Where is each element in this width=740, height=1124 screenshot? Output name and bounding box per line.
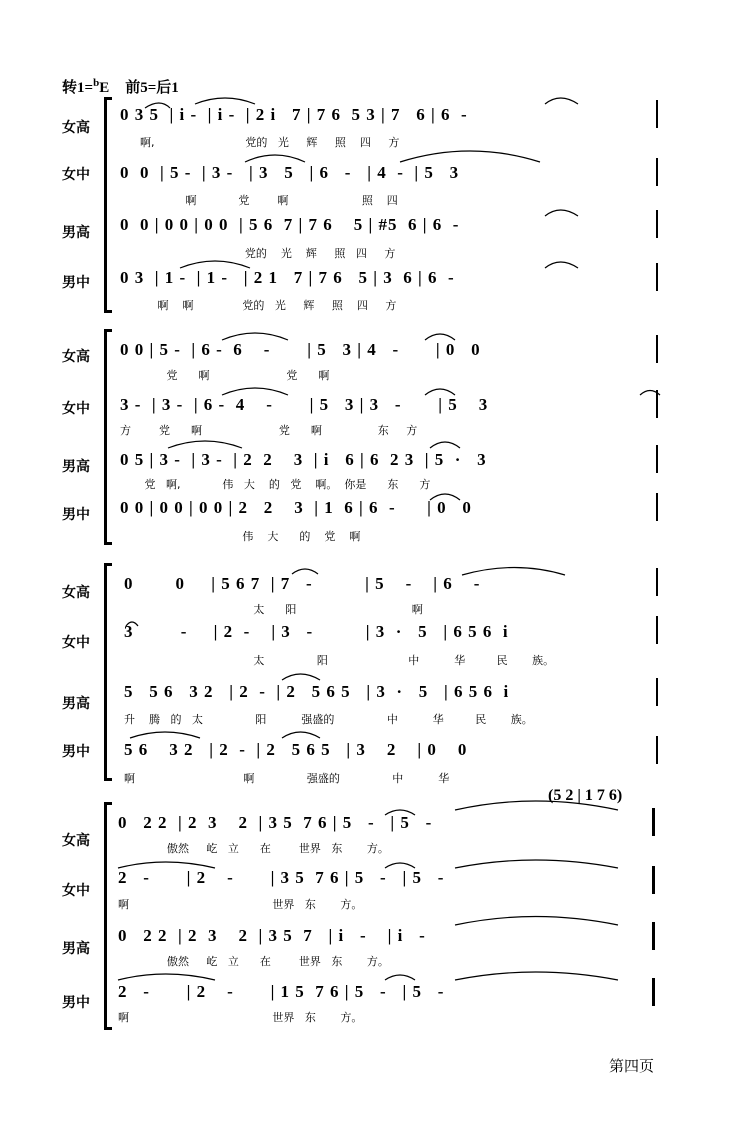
slur-arc — [168, 441, 242, 448]
lyrics-row: 伟 大 的 党 啊 — [120, 530, 361, 543]
slur-arc — [195, 98, 255, 104]
system-brace — [104, 805, 107, 1027]
slur-arc — [545, 210, 578, 216]
voice-label-tenor: 男高 — [62, 942, 90, 957]
key-change-prefix: 转1= — [62, 80, 94, 96]
slur-arc — [545, 98, 578, 104]
final-barline — [656, 568, 658, 596]
interlude-marking: (5 2 | 1 7 6) — [548, 787, 623, 804]
voice-label-soprano: 女高 — [62, 350, 90, 365]
final-barline — [656, 335, 658, 363]
voice-label-alto: 女中 — [62, 168, 90, 183]
system-brace — [104, 566, 107, 778]
key-signature-header — [62, 76, 179, 97]
notes-row: 0 5 | 3 - | 3 - | 2 2 3 | i 6 | 6 2 3 | 5 · 3 — [120, 450, 487, 469]
notes-row: 2 - | 2 - | 1 5 7 6 | 5 - | 5 - — [118, 982, 445, 1001]
lyrics-row: 啊 世界 东 方。 — [118, 1011, 363, 1024]
voice-label-bass: 男中 — [62, 276, 90, 291]
slur-arc — [455, 860, 618, 868]
notes-row: 0 3 | 1 - | 1 - | 2 1 7 | 7 6 5 | 3 6 | 6 - — [120, 268, 455, 287]
voice-label-tenor: 男高 — [62, 697, 90, 712]
lyrics-row: 啊 党 啊 照 四 — [140, 194, 398, 207]
final-double-barline — [652, 922, 655, 950]
notes-row: 0 0 | 0 0 | 0 0 | 5 6 7 | 7 6 5 | #5 6 | 6 - — [120, 215, 460, 234]
lyrics-row: 啊 世界 东 方。 — [118, 898, 363, 911]
final-barline — [656, 100, 658, 128]
system-brace — [104, 100, 107, 310]
final-barline — [656, 210, 658, 238]
lyrics-row: 党 啊, 伟 大 的 党 啊。 你是 东 方 — [120, 478, 431, 491]
lyrics-row: 傲然 屹 立 在 世界 东 方。 — [118, 842, 389, 855]
final-double-barline — [652, 866, 655, 894]
slur-arc — [282, 732, 320, 738]
notes-row: 5 5 6 3 2 | 2 - | 2 5 6 5 | 3 · 5 | 6 5 6 i — [124, 682, 510, 701]
slur-arc — [245, 155, 305, 162]
lyrics-row: 啊, 党的 光 辉 照 四 方 — [140, 136, 400, 149]
slur-arc — [545, 262, 578, 268]
lyrics-row: 啊 啊 党的 光 辉 照 四 方 — [140, 299, 397, 312]
voice-label-soprano: 女高 — [62, 121, 90, 136]
slur-arc — [180, 261, 250, 268]
final-barline — [656, 736, 658, 764]
voice-label-alto: 女中 — [62, 402, 90, 417]
lyrics-row: 升 腾 的 太 阳 强盛的 中 华 民 族。 — [124, 713, 533, 726]
notes-row: 2 - | 2 - | 3 5 7 6 | 5 - | 5 - — [118, 868, 445, 887]
notes-row: 3 - | 3 - | 6 - 4 - | 5 3 | 3 - | 5 3 — [120, 395, 489, 414]
final-double-barline — [652, 808, 655, 836]
final-barline — [656, 445, 658, 473]
system-brace — [104, 332, 107, 542]
slur-arc — [430, 442, 460, 448]
slur-arc — [222, 388, 288, 395]
tempo-marking: 前5=后1 — [125, 80, 179, 96]
voice-label-alto: 女中 — [62, 884, 90, 899]
key-flat-symbol: b — [93, 77, 100, 89]
slur-arc — [400, 151, 540, 162]
slur-arc — [385, 975, 415, 980]
lyrics-row: 傲然 屹 立 在 世界 东 方。 — [118, 955, 389, 968]
voice-label-bass: 男中 — [62, 996, 90, 1011]
notes-row: 0 0 | 0 0 | 0 0 | 2 2 3 | 1 6 | 6 - | 0 0 — [120, 498, 472, 517]
lyrics-row: 啊 啊 强盛的 中 华 — [124, 772, 450, 785]
final-barline — [656, 493, 658, 521]
notes-row: 0 2 2 | 2 3 2 | 3 5 7 6 | 5 - | 5 - — [118, 813, 433, 832]
lyrics-row: 方 党 啊 党 啊 东 方 — [120, 424, 418, 437]
voice-label-tenor: 男高 — [62, 226, 90, 241]
page-number: 第四页 — [608, 1057, 654, 1075]
final-barline — [656, 390, 658, 418]
final-barline — [656, 158, 658, 186]
notes-row: 0 0 | 5 - | 6 - 6 - | 5 3 | 4 - | 0 0 — [120, 340, 481, 359]
key-letter: E — [99, 80, 110, 96]
notes-row: 0 3 5 | i - | i - | 2 i 7 | 7 6 5 3 | 7 6 | 6 - — [120, 105, 468, 124]
voice-label-bass: 男中 — [62, 745, 90, 760]
lyrics-row: 太 阳 啊 — [124, 603, 423, 616]
final-barline — [656, 263, 658, 291]
voice-label-bass: 男中 — [62, 508, 90, 523]
slur-arc — [455, 917, 618, 926]
lyrics-row: 党的 光 辉 照 四 方 — [140, 247, 396, 260]
notes-row: 0 0 | 5 6 7 | 7 - | 5 - | 6 - — [124, 574, 481, 593]
lyrics-row: 太 阳 中 华 民 族。 — [124, 654, 555, 667]
lyrics-row: 党 啊 党 啊 — [128, 369, 330, 382]
slur-arc — [130, 732, 200, 738]
slur-arc — [455, 972, 618, 980]
voice-label-soprano: 女高 — [62, 586, 90, 601]
voice-label-alto: 女中 — [62, 636, 90, 651]
notes-row: 5 6 3 2 | 2 - | 2 5 6 5 | 3 2 | 0 0 — [124, 740, 468, 759]
voice-label-soprano: 女高 — [62, 834, 90, 849]
final-double-barline — [652, 978, 655, 1006]
slur-arc — [282, 674, 320, 680]
voice-label-tenor: 男高 — [62, 460, 90, 475]
final-barline — [656, 616, 658, 644]
final-barline — [656, 678, 658, 706]
notes-row: 0 2 2 | 2 3 2 | 3 5 7 | i - | i - — [118, 926, 426, 945]
notes-row: 0 0 | 5 - | 3 - | 3 5 | 6 - | 4 - | 5 3 — [120, 163, 460, 182]
notes-row: 3 - | 2 - | 3 - | 3 · 5 | 6 5 6 i — [124, 622, 509, 641]
slur-arc — [118, 974, 215, 980]
slur-arc — [222, 333, 288, 340]
